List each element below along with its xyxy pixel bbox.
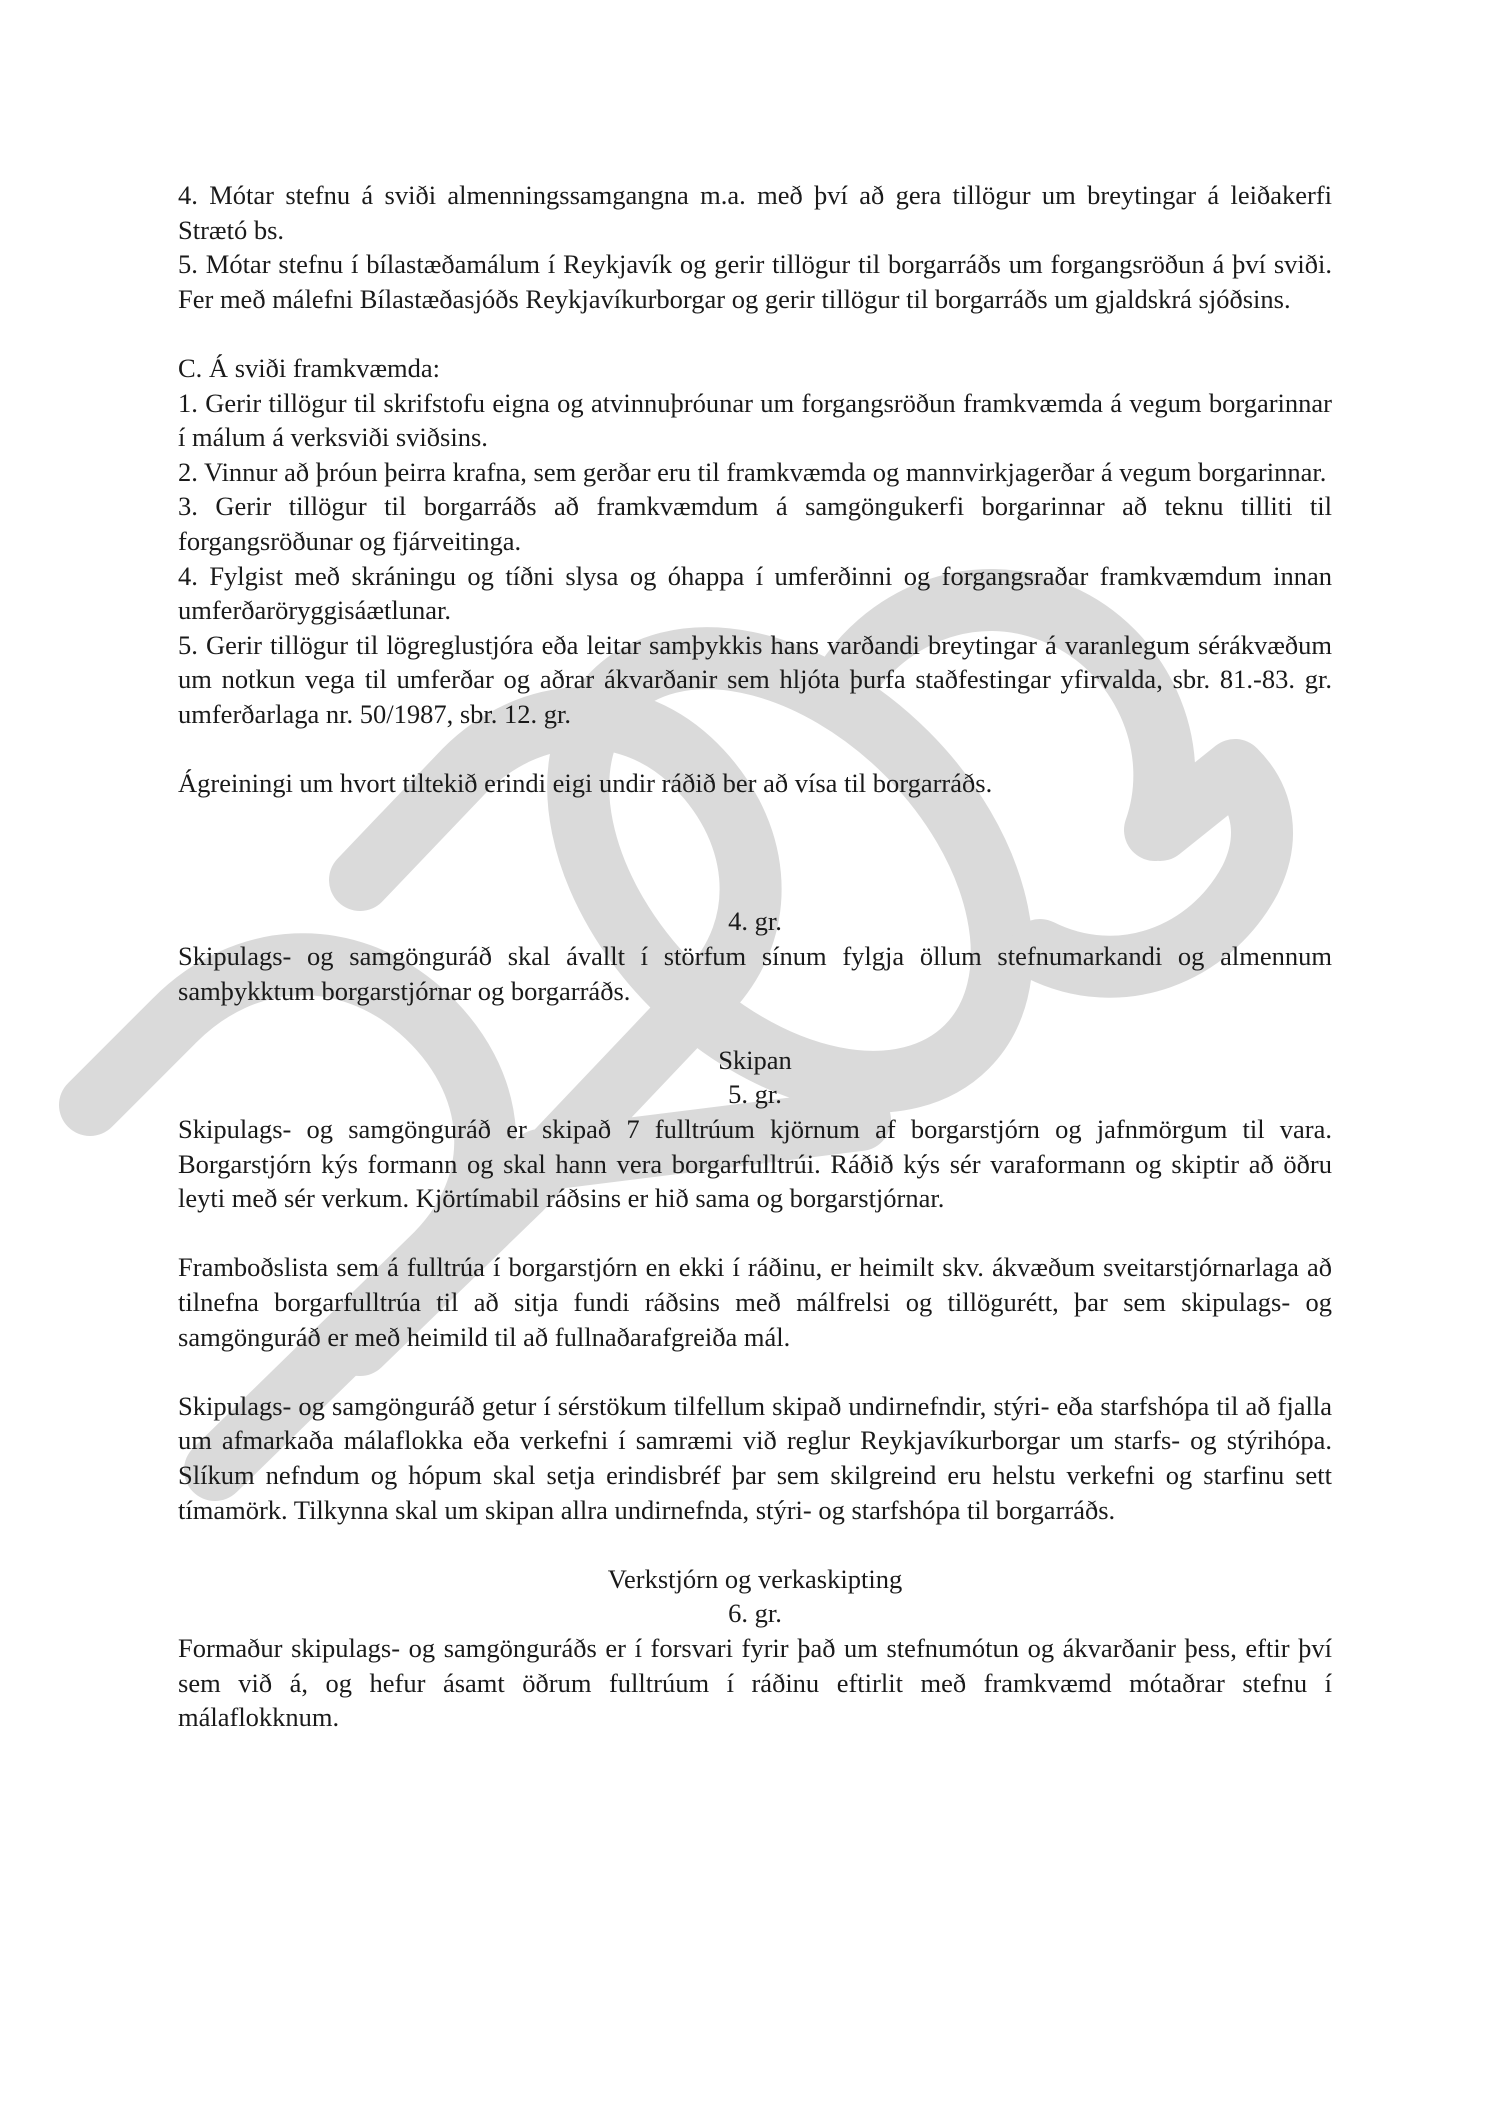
disagreement-paragraph: Ágreiningi um hvort tiltekið erindi eigi undir ráðið ber að vísa til borgarráðs. bbox=[178, 768, 993, 799]
article-paragraph: Skipulags- og samgönguráð getur í sérstökum tilfellum skipað undirnefndir, stýri- eða starfshópa til að fjalla um afmarkaða málaflokka eða verkefni í samræmi við reglur Reykjavíkurborgar um starfs- og stýrihópa. Slíkum nefndum og hópum skal setja erindisbréf þar sem skilgreind eru helstu verkefni og starfinu sett tímamörk. Tilkynna skal um skipan allra undirnefnda, stýri- og starfshópa til borgarráðs. bbox=[178, 1390, 1332, 1525]
article-4 bbox=[178, 904, 1332, 1008]
section-c-heading: C. Á sviði framkvæmda: bbox=[178, 352, 441, 383]
article-number: 5. gr. bbox=[728, 1079, 782, 1110]
document-page bbox=[178, 178, 1332, 1735]
article-title: Skipan bbox=[718, 1044, 792, 1075]
article-number: 4. gr. bbox=[728, 906, 782, 937]
article-text: Formaður skipulags- og samgönguráðs er í forsvari fyrir það um stefnumótun og ákvarðanir þess, eftir því sem við á, og hefur ásamt öðrum fulltrúum í ráðinu eftirlit með framkvæmd mótaðrar stefnu í málaflokknum. bbox=[178, 1632, 1332, 1733]
article-text: Skipulags- og samgönguráð skal ávallt í störfum sínum fylgja öllum stefnumarkandi og almennum samþykktum borgarstjórnar og borgarráðs. bbox=[178, 941, 1332, 1006]
section-b-item: 5. Mótar stefnu í bílastæðamálum í Reykjavík og gerir tillögur til borgarráðs um forgangsröðun á því sviði. Fer með málefni Bílastæðasjóðs Reykjavíkurborgar og gerir tillögur til borgarráðs um gjaldskrá sjóðsins. bbox=[178, 249, 1332, 314]
section-c-item: 5. Gerir tillögur til lögreglustjóra eða leitar samþykkis hans varðandi breytingar á varanlegum sérákvæðum um notkun vega til umferðar og aðrar ákvarðanir sem hljóta þurfa staðfestingar yfirvalda, sbr. 81.-83. gr. umferðarlaga nr. 50/1987, sbr. 12. gr. bbox=[178, 629, 1332, 729]
article-paragraph: Framboðslista sem á fulltrúa í borgarstjórn en ekki í ráðinu, er heimilt skv. ákvæðum sveitarstjórnarlaga að tilnefna borgarfulltrúa til að sitja fundi ráðsins með málfrelsi og tillögurétt, þar sem skipulags- og samgönguráð er með heimild til að fullnaðarafgreiða mál. bbox=[178, 1252, 1332, 1352]
article-title: Verkstjórn og verkaskipting bbox=[607, 1563, 903, 1594]
article-number: 6. gr. bbox=[728, 1598, 782, 1629]
article-6 bbox=[178, 1562, 1332, 1735]
section-c-item: 3. Gerir tillögur til borgarráðs að framkvæmdum á samgöngukerfi borgarinnar að teknu tilliti til forgangsröðunar og fjárveitinga. bbox=[178, 491, 1332, 556]
section-c-item: 2. Vinnur að þróun þeirra krafna, sem gerðar eru til framkvæmda og mannvirkjagerðar á vegum borgarinnar. bbox=[178, 456, 1327, 487]
article-5 bbox=[178, 1043, 1332, 1527]
section-b-item: 4. Mótar stefnu á sviði almenningssamgangna m.a. með því að gera tillögur um breytingar á leiðakerfi Strætó bs. bbox=[178, 180, 1332, 245]
article-paragraph: Skipulags- og samgönguráð er skipað 7 fulltrúum kjörnum af borgarstjórn og jafnmörgum til vara. Borgarstjórn kýs formann og skal hann vera borgarfulltrúi. Ráðið kýs sér varaformann og skiptir að öðru leyti með sér verkum. Kjörtímabil ráðsins er hið sama og borgarstjórnar. bbox=[178, 1114, 1332, 1214]
section-b-items bbox=[178, 178, 1332, 316]
section-c-item: 4. Fylgist með skráningu og tíðni slysa og óhappa í umferðinni og forgangsraðar framkvæmdum innan umferðaröryggisáætlunar. bbox=[178, 560, 1332, 626]
section-c bbox=[178, 351, 1332, 732]
section-c-item: 1. Gerir tillögur til skrifstofu eigna og atvinnuþróunar um forgangsröðun framkvæmda á vegum borgarinnar í málum á verksviði sviðsins. bbox=[178, 387, 1332, 453]
